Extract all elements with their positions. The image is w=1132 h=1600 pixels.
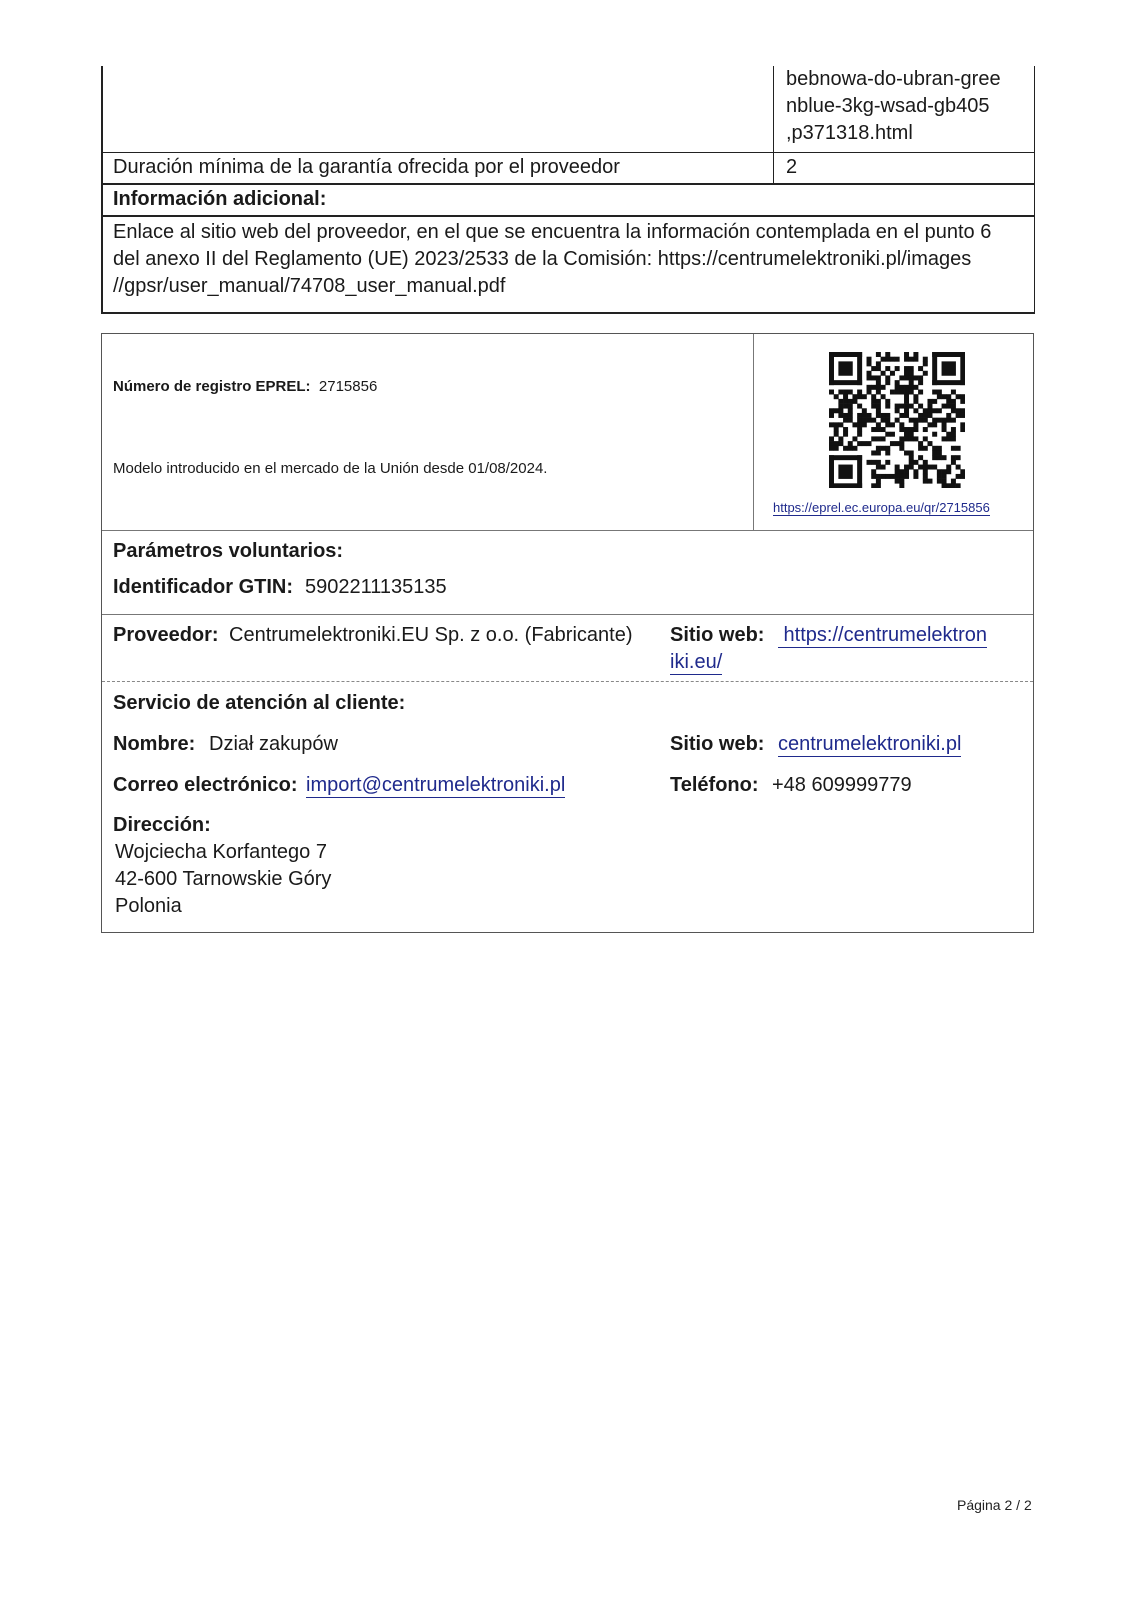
eprel-reg-value: 2715856: [318, 378, 378, 395]
page-label: Página: [957, 1497, 1001, 1513]
eprel-reg-label: Número de registro EPREL:: [113, 378, 311, 395]
customer-service-title: Servicio de atención al cliente:: [113, 692, 406, 714]
eprel-info-box: [101, 333, 1034, 933]
phone-value: +48 609999779: [772, 774, 912, 796]
gtin-label: Identificador GTIN:: [113, 576, 293, 598]
url-continuation-2: nblue-3kg-wsad-gb405: [786, 95, 990, 117]
additional-info-line-2: del anexo II del Reglamento (UE) 2023/2533 de la Comisión: https://centrumelektroniki.pl/images: [113, 248, 972, 270]
address-line-3: Polonia: [115, 895, 182, 917]
voluntary-params-title: Parámetros voluntarios:: [113, 540, 344, 562]
name-value: Dział zakupów: [209, 733, 338, 755]
cs-web-label: Sitio web:: [670, 733, 765, 755]
additional-info-line-3: //gpsr/user_manual/74708_user_manual.pdf: [113, 275, 506, 297]
eprel-qr-link[interactable]: https://eprel.ec.europa.eu/qr/2715856: [773, 500, 990, 515]
supplier-web-label: Sitio web:: [670, 624, 765, 646]
supplier-value: Centrumelektroniki.EU Sp. z o.o. (Fabricante): [229, 624, 633, 646]
supplier-web-link-2[interactable]: iki.eu/: [670, 651, 723, 673]
supplier-label: Proveedor:: [113, 624, 219, 646]
warranty-label: Duración mínima de la garantía ofrecida por el proveedor: [113, 156, 620, 178]
url-continuation-3: ,p371318.html: [786, 122, 913, 144]
address-line-2: 42-600 Tarnowskie Góry: [115, 868, 332, 890]
qr-code-icon: [829, 352, 965, 488]
product-info-table: [101, 66, 1035, 314]
model-intro-text: Modelo introducido en el mercado de la Unión desde 01/08/2024.: [113, 460, 548, 477]
additional-info-title: Información adicional:: [113, 188, 327, 210]
email-label: Correo electrónico:: [113, 774, 298, 796]
additional-info-line-1: Enlace al sitio web del proveedor, en el que se encuentra la información contemplada en el punto 6: [113, 221, 992, 243]
warranty-value: 2: [786, 156, 798, 178]
page-number: [957, 1497, 1032, 1513]
name-label: Nombre:: [113, 733, 196, 755]
qr-code-image[interactable]: [829, 352, 965, 488]
address-line-1: Wojciecha Korfantego 7: [115, 841, 327, 863]
gtin-value: 5902211135135: [305, 576, 447, 598]
supplier-web-link-1[interactable]: https://centrumelektron: [778, 624, 987, 646]
address-label: Dirección:: [113, 814, 211, 836]
cs-web-link[interactable]: centrumelektroniki.pl: [778, 733, 962, 755]
page-value: 2 / 2: [1004, 1497, 1032, 1513]
phone-label: Teléfono:: [670, 774, 759, 796]
url-continuation-1: bebnowa-do-ubran-gree: [786, 68, 1001, 90]
dashed-divider: [102, 681, 1033, 682]
email-link[interactable]: import@centrumelektroniki.pl: [306, 774, 566, 796]
